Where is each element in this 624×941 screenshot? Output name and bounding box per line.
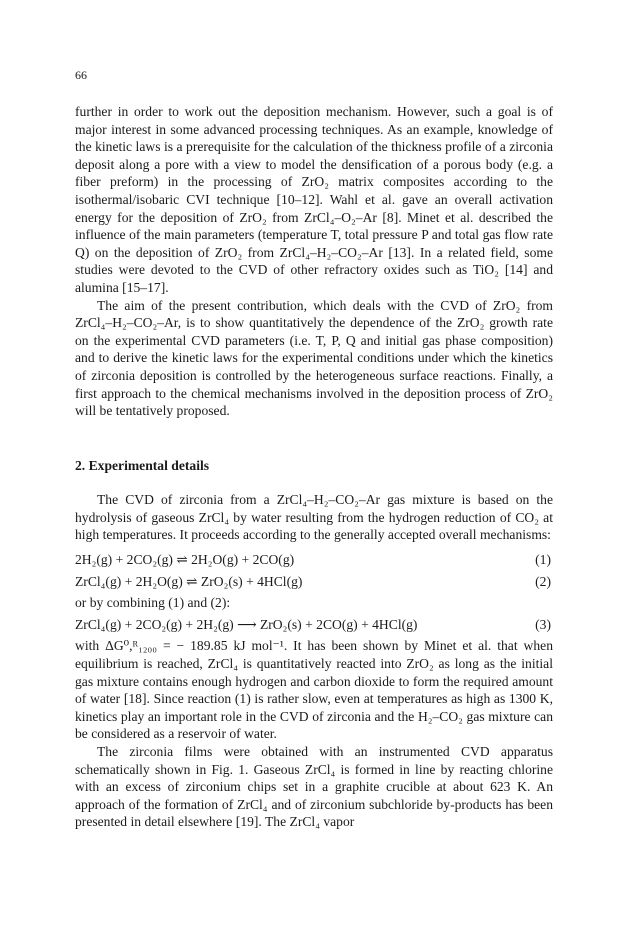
equation-3-text: ZrCl₄(g) + 2CO₂(g) + 2H₂(g) ⟶ ZrO₂(s) + 2CO(g) + 4HCl(g) <box>75 616 418 632</box>
equation-1-text: 2H₂(g) + 2CO₂(g) ⇌ 2H₂O(g) + 2CO(g) <box>75 552 295 568</box>
equation-3 <box>75 616 553 634</box>
equation-1 <box>75 551 553 569</box>
paragraph-1: further in order to work out the deposition mechanism. However, such a goal is of major interest in some advanced processing techniques. As an example, knowledge of the kinetic laws is a prerequisite for the calculation of the thickness profile of a zirconia deposit along a pore with a view to model the densification of a porous body (e.g. a fiber preform) in the processing of ZrO₂ matrix composites according to the isothermal/isobaric CVI technique [10–12]. Wahl et al. gave an overall activation energy for the deposition of ZrO₂ from ZrCl₄–O₂–Ar [8]. Minet et al. described the influence of the main parameters (temperature T, total pressure P and total gas flow rate Q) on the deposition of ZrO₂ from ZrCl₄–H₂–CO₂–Ar [13]. In a related field, some studies were devoted to the CVD of other refractory oxides such as TiO₂ [14] and alumina [15–17]. <box>75 104 553 295</box>
combining-text: or by combining (1) and (2): <box>75 595 231 611</box>
paragraph-2: The aim of the present contribution, which deals with the CVD of ZrO₂ from ZrCl₄–H₂–CO₂–Ar, is to show quantitatively the dependence of the ZrO₂ growth rate on the experimental CVD parameters (i.e. T, P, Q and initial gas phase composition) and to derive the kinetic laws for the experimental conditions under which the kinetics of zirconia deposition is controlled by the heterogeneous surface reactions. Finally, a first approach to the chemical mechanisms involved in the deposition process of ZrO₂ will be tentatively proposed. <box>75 297 553 419</box>
equation-2 <box>75 573 553 591</box>
page <box>75 68 553 831</box>
page-number: 66 <box>75 68 87 82</box>
paragraph-5: The zirconia films were obtained with an instrumented CVD apparatus schematically shown in Fig. 1. Gaseous ZrCl₄ is formed in line by reacting chlorine with an excess of zirconium chips set in a graphite crucible at about 623 K. An approach of the formation of ZrCl₄ and of zirconium subchloride by-products has been presented in detail elsewhere [19]. The ZrCl₄ vapor <box>75 744 553 830</box>
equation-2-number: (2) <box>535 573 551 589</box>
section-heading: 2. Experimental details <box>75 457 210 473</box>
equation-2-text: ZrCl₄(g) + 2H₂O(g) ⇌ ZrO₂(s) + 4HCl(g) <box>75 573 303 589</box>
equation-1-number: (1) <box>535 552 551 568</box>
equation-3-number: (3) <box>535 616 551 632</box>
paragraph-3: The CVD of zirconia from a ZrCl₄–H₂–CO₂–Ar gas mixture is based on the hydrolysis of gaseous ZrCl₄ by water resulting from the hydrogen reduction of CO₂ at high temperatures. It proceeds according to the generally accepted overall mechanisms: <box>75 492 553 543</box>
paragraph-4: with ΔG⁰,ᴿ₁₂₀₀ = − 189.85 kJ mol⁻¹. It has been shown by Minet et al. that when equilibrium is reached, ZrCl₄ is quantitatively reacted into ZrO₂ as long as the initial gas mixture contains enough hydrogen and carbon dioxide to form the required amount of water [18]. Since reaction (1) is rather slow, even at temperatures as high as 1300 K, kinetics play an important role in the CVD of zirconia and the H₂–CO₂ gas mixture can be considered as a reservoir of water. <box>75 638 553 742</box>
